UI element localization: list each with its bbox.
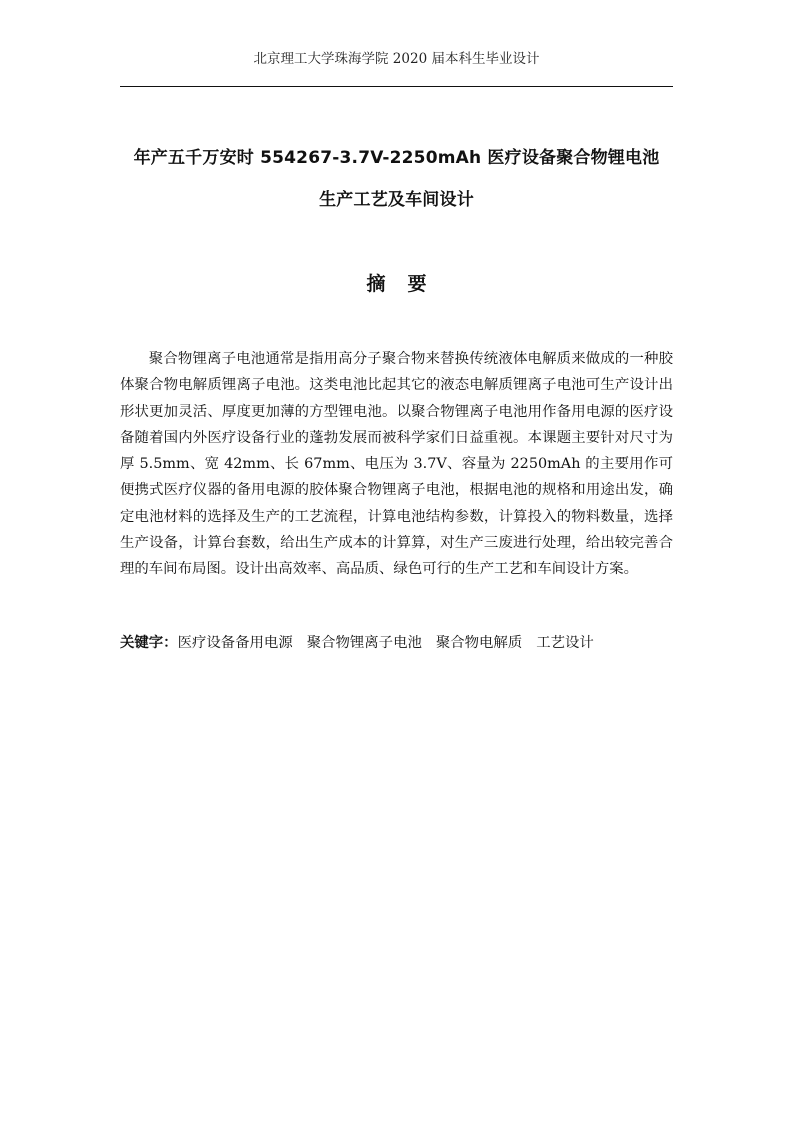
thesis-title	[100, 144, 693, 214]
thesis-title-line-1: 年产五千万安时 554267-3.7V-2250mAh 医疗设备聚合物锂电池	[133, 148, 660, 168]
abstract-body: 聚合物锂离子电池通常是指用高分子聚合物来替换传统液体电解质来做成的一种胶体聚合物电解质锂离子电池。这类电池比起其它的液态电解质锂离子电池可生产设计出形状更加灵活、厚度更加薄的方型锂电池。以聚合物锂离子电池用作备用电源的医疗设备随着国内外医疗设备行业的蓬勃发展而被科学家们日益重视。本课题主要针对尺寸为厚 5.5mm、宽 42mm、长 67mm、电压为 3.7V、容量为 2250mAh 的主要用作可便携式医疗仪器的备用电源的胶体聚合物锂离子电池，根据电池的规格和用途出发，确定电池材料的选择及生产的工艺流程，计算电池结构参数，计算投入的物料数量，选择生产设备，计算台套数，给出生产成本的计算算，对生产三废进行处理，给出较完善合理的车间布局图。设计出高效率、高品质、绿色可行的生产工艺和车间设计方案。	[120, 351, 673, 578]
keywords-label: 关键字：	[120, 635, 178, 651]
keyword-item: 医疗设备备用电源	[177, 635, 293, 651]
keyword-item: 工艺设计	[536, 635, 594, 651]
keyword-item: 聚合物锂离子电池	[306, 635, 422, 651]
thesis-title-line-2: 生产工艺及车间设计	[319, 190, 474, 210]
keyword-item: 聚合物电解质	[435, 635, 523, 651]
header-divider	[120, 86, 673, 87]
abstract-heading: 摘要	[366, 273, 449, 295]
page-header: 北京理工大学珠海学院 2020 届本科生毕业设计	[253, 51, 540, 67]
keywords	[120, 630, 673, 656]
